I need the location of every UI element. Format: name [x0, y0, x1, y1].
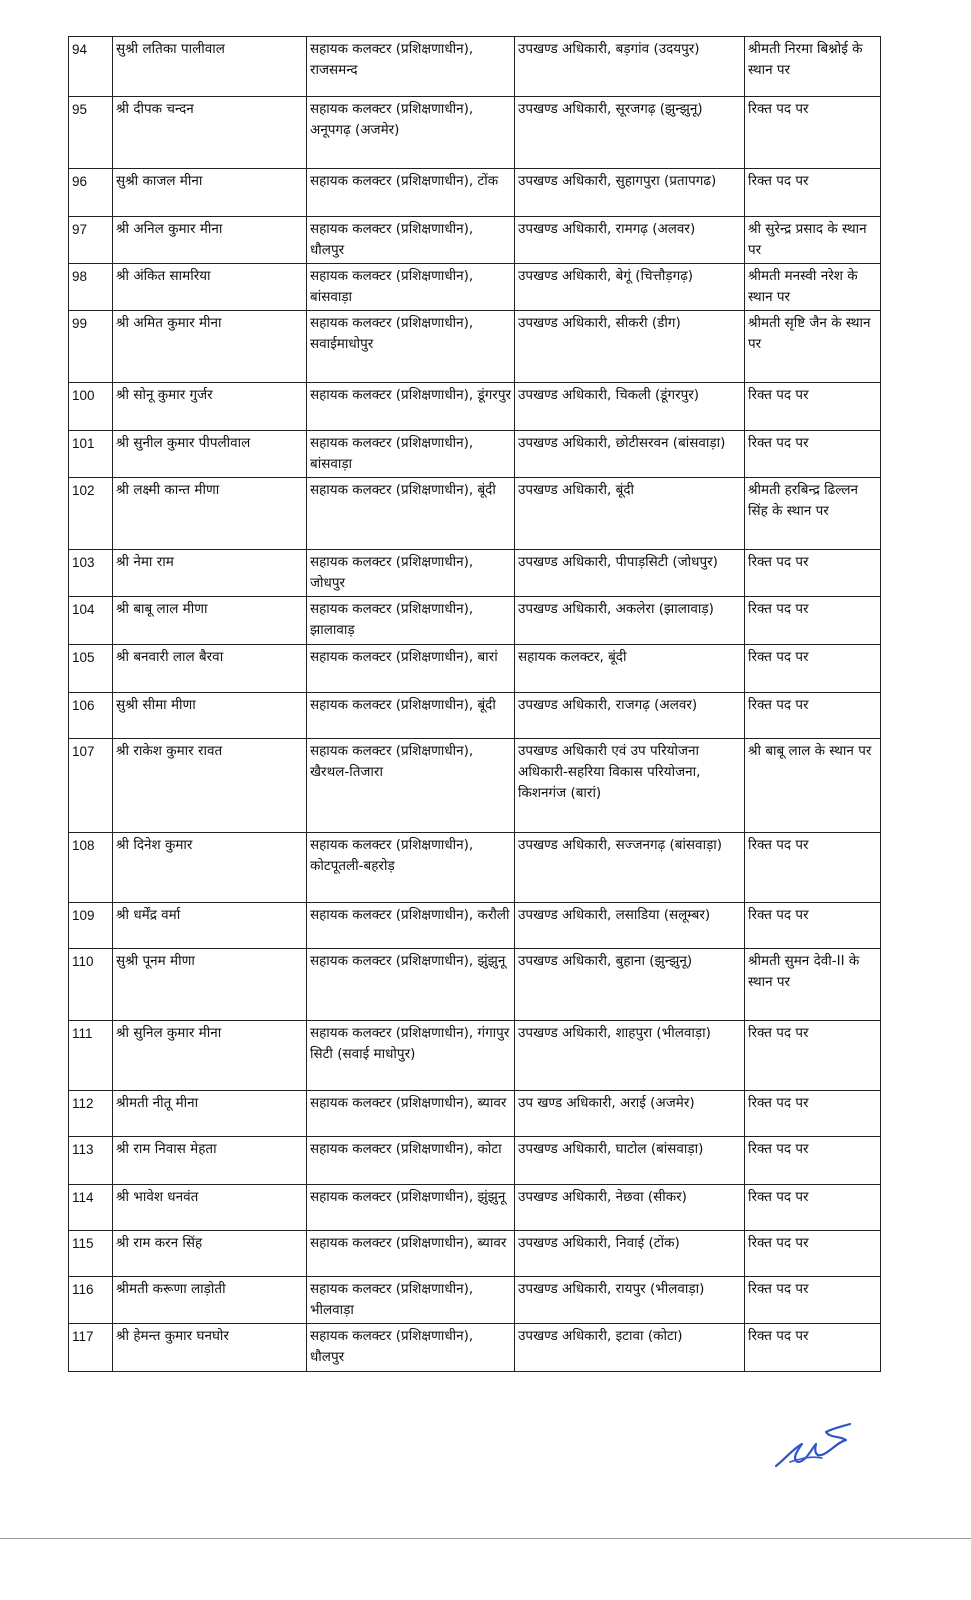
new-post-cell: उपखण्ड अधिकारी, घाटोल (बांसवाड़ा) [515, 1137, 745, 1185]
serial-number-cell: 111 [69, 1021, 113, 1091]
remark-cell: श्रीमती सृष्टि जैन के स्थान पर [745, 311, 881, 383]
remark-cell: श्री बाबू लाल के स्थान पर [745, 739, 881, 833]
table-row [69, 169, 881, 217]
remark-cell: श्रीमती मनस्वी नरेश के स्थान पर [745, 264, 881, 311]
current-post-cell: सहायक कलक्टर (प्रशिक्षणाधीन), झालावाड़ [307, 597, 515, 645]
officer-name-cell: श्रीमती करूणा लाड़ोती [113, 1277, 307, 1324]
new-post-cell: उपखण्ड अधिकारी, सुहागपुरा (प्रतापगढ) [515, 169, 745, 217]
signature-icon [772, 1418, 854, 1472]
table-row [69, 383, 881, 431]
serial-number-cell: 97 [69, 217, 113, 264]
table-row [69, 833, 881, 903]
new-post-cell: उप खण्ड अधिकारी, अराई (अजमेर) [515, 1091, 745, 1137]
serial-number-cell: 100 [69, 383, 113, 431]
remark-cell: श्री सुरेन्द्र प्रसाद के स्थान पर [745, 217, 881, 264]
officer-name-cell: श्री अंकित सामरिया [113, 264, 307, 311]
table-row [69, 478, 881, 550]
current-post-cell: सहायक कलक्टर (प्रशिक्षणाधीन), गंगापुर सिटी (सवाई माधोपुर) [307, 1021, 515, 1091]
serial-number-cell: 102 [69, 478, 113, 550]
serial-number-cell: 105 [69, 645, 113, 693]
serial-number-cell: 114 [69, 1185, 113, 1231]
serial-number-cell: 108 [69, 833, 113, 903]
new-post-cell: उपखण्ड अधिकारी, सीकरी (डीग) [515, 311, 745, 383]
new-post-cell: उपखण्ड अधिकारी, बेगूं (चित्तौड़गढ़) [515, 264, 745, 311]
serial-number-cell: 94 [69, 37, 113, 97]
current-post-cell: सहायक कलक्टर (प्रशिक्षणाधीन), धौलपुर [307, 1324, 515, 1372]
officer-name-cell: सुश्री सीमा मीणा [113, 693, 307, 739]
remark-cell: रिक्त पद पर [745, 383, 881, 431]
officer-name-cell: श्री राम निवास मेहता [113, 1137, 307, 1185]
officer-name-cell: श्री सुनील कुमार पीपलीवाल [113, 431, 307, 478]
remark-cell: रिक्त पद पर [745, 645, 881, 693]
new-post-cell: उपखण्ड अधिकारी, बड़गांव (उदयपुर) [515, 37, 745, 97]
remark-cell: रिक्त पद पर [745, 1324, 881, 1372]
table-row [69, 264, 881, 311]
serial-number-cell: 116 [69, 1277, 113, 1324]
remark-cell: रिक्त पद पर [745, 431, 881, 478]
officer-name-cell: श्री राकेश कुमार रावत [113, 739, 307, 833]
serial-number-cell: 106 [69, 693, 113, 739]
officer-name-cell: श्री नेमा राम [113, 550, 307, 597]
officer-name-cell: श्री धर्मेंद्र वर्मा [113, 903, 307, 949]
current-post-cell: सहायक कलक्टर (प्रशिक्षणाधीन), बूंदी [307, 693, 515, 739]
current-post-cell: सहायक कलक्टर (प्रशिक्षणाधीन), करौली [307, 903, 515, 949]
current-post-cell: सहायक कलक्टर (प्रशिक्षणाधीन), झुंझुनू [307, 949, 515, 1021]
remark-cell: श्रीमती सुमन देवी-II के स्थान पर [745, 949, 881, 1021]
table-row [69, 1231, 881, 1277]
current-post-cell: सहायक कलक्टर (प्रशिक्षणाधीन), खैरथल-तिजारा [307, 739, 515, 833]
current-post-cell: सहायक कलक्टर (प्रशिक्षणाधीन), कोटपूतली-बहरोड़ [307, 833, 515, 903]
table-row [69, 1324, 881, 1372]
new-post-cell: उपखण्ड अधिकारी, चिकली (डूंगरपुर) [515, 383, 745, 431]
remark-cell: रिक्त पद पर [745, 693, 881, 739]
officer-name-cell: सुश्री लतिका पालीवाल [113, 37, 307, 97]
table-row [69, 693, 881, 739]
transfer-table-body [69, 37, 881, 1372]
new-post-cell: उपखण्ड अधिकारी, रामगढ़ (अलवर) [515, 217, 745, 264]
table-row [69, 597, 881, 645]
officer-name-cell: श्रीमती नीतू मीना [113, 1091, 307, 1137]
remark-cell: रिक्त पद पर [745, 1277, 881, 1324]
officer-name-cell: श्री हेमन्त कुमार घनघोर [113, 1324, 307, 1372]
footer-rule [0, 1538, 971, 1539]
table-row [69, 217, 881, 264]
current-post-cell: सहायक कलक्टर (प्रशिक्षणाधीन), डूंगरपुर [307, 383, 515, 431]
new-post-cell: उपखण्ड अधिकारी, इटावा (कोटा) [515, 1324, 745, 1372]
new-post-cell: उपखण्ड अधिकारी, बुहाना (झुन्झुनू) [515, 949, 745, 1021]
new-post-cell: उपखण्ड अधिकारी, अकलेरा (झालावाड़) [515, 597, 745, 645]
serial-number-cell: 110 [69, 949, 113, 1021]
transfer-table [68, 36, 881, 1372]
current-post-cell: सहायक कलक्टर (प्रशिक्षणाधीन), जोधपुर [307, 550, 515, 597]
transfer-table-wrapper [68, 36, 881, 1372]
serial-number-cell: 103 [69, 550, 113, 597]
new-post-cell: उपखण्ड अधिकारी, सज्जनगढ़ (बांसवाड़ा) [515, 833, 745, 903]
serial-number-cell: 99 [69, 311, 113, 383]
current-post-cell: सहायक कलक्टर (प्रशिक्षणाधीन), भीलवाड़ा [307, 1277, 515, 1324]
new-post-cell: उपखण्ड अधिकारी, रायपुर (भीलवाड़ा) [515, 1277, 745, 1324]
new-post-cell: उपखण्ड अधिकारी, नेछवा (सीकर) [515, 1185, 745, 1231]
officer-name-cell: श्री भावेश धनवंत [113, 1185, 307, 1231]
table-row [69, 1137, 881, 1185]
remark-cell: रिक्त पद पर [745, 1185, 881, 1231]
current-post-cell: सहायक कलक्टर (प्रशिक्षणाधीन), अनूपगढ़ (अजमेर) [307, 97, 515, 169]
officer-name-cell: सुश्री काजल मीना [113, 169, 307, 217]
table-row [69, 431, 881, 478]
serial-number-cell: 113 [69, 1137, 113, 1185]
new-post-cell: उपखण्ड अधिकारी, बूंदी [515, 478, 745, 550]
serial-number-cell: 101 [69, 431, 113, 478]
serial-number-cell: 115 [69, 1231, 113, 1277]
officer-name-cell: श्री दिनेश कुमार [113, 833, 307, 903]
current-post-cell: सहायक कलक्टर (प्रशिक्षणाधीन), बांसवाड़ा [307, 431, 515, 478]
current-post-cell: सहायक कलक्टर (प्रशिक्षणाधीन), ब्यावर [307, 1231, 515, 1277]
new-post-cell: उपखण्ड अधिकारी, सूरजगढ़ (झुन्झुनू) [515, 97, 745, 169]
serial-number-cell: 107 [69, 739, 113, 833]
remark-cell: श्रीमती हरबिन्द्र ढिल्लन सिंह के स्थान पर [745, 478, 881, 550]
remark-cell: रिक्त पद पर [745, 1021, 881, 1091]
remark-cell: रिक्त पद पर [745, 169, 881, 217]
officer-name-cell: श्री सुनिल कुमार मीना [113, 1021, 307, 1091]
new-post-cell: उपखण्ड अधिकारी, पीपाड़सिटी (जोधपुर) [515, 550, 745, 597]
new-post-cell: उपखण्ड अधिकारी, छोटीसरवन (बांसवाड़ा) [515, 431, 745, 478]
new-post-cell: उपखण्ड अधिकारी, निवाई (टोंक) [515, 1231, 745, 1277]
table-row [69, 949, 881, 1021]
table-row [69, 1185, 881, 1231]
table-row [69, 903, 881, 949]
officer-name-cell: श्री दीपक चन्दन [113, 97, 307, 169]
serial-number-cell: 95 [69, 97, 113, 169]
officer-name-cell: श्री अनिल कुमार मीना [113, 217, 307, 264]
table-row [69, 550, 881, 597]
remark-cell: रिक्त पद पर [745, 1137, 881, 1185]
table-row [69, 739, 881, 833]
officer-name-cell: श्री बनवारी लाल बैरवा [113, 645, 307, 693]
officer-name-cell: श्री राम करन सिंह [113, 1231, 307, 1277]
officer-name-cell: सुश्री पूनम मीणा [113, 949, 307, 1021]
new-post-cell: उपखण्ड अधिकारी एवं उप परियोजना अधिकारी-सहरिया विकास परियोजना, किशनगंज (बारां) [515, 739, 745, 833]
serial-number-cell: 98 [69, 264, 113, 311]
new-post-cell: सहायक कलक्टर, बूंदी [515, 645, 745, 693]
new-post-cell: उपखण्ड अधिकारी, राजगढ़ (अलवर) [515, 693, 745, 739]
serial-number-cell: 117 [69, 1324, 113, 1372]
remark-cell: श्रीमती निरमा बिश्नोई के स्थान पर [745, 37, 881, 97]
current-post-cell: सहायक कलक्टर (प्रशिक्षणाधीन), झुंझुनू [307, 1185, 515, 1231]
table-row [69, 311, 881, 383]
remark-cell: रिक्त पद पर [745, 833, 881, 903]
serial-number-cell: 109 [69, 903, 113, 949]
officer-name-cell: श्री लक्ष्मी कान्त मीणा [113, 478, 307, 550]
remark-cell: रिक्त पद पर [745, 903, 881, 949]
serial-number-cell: 112 [69, 1091, 113, 1137]
current-post-cell: सहायक कलक्टर (प्रशिक्षणाधीन), धौलपुर [307, 217, 515, 264]
table-row [69, 97, 881, 169]
remark-cell: रिक्त पद पर [745, 1231, 881, 1277]
current-post-cell: सहायक कलक्टर (प्रशिक्षणाधीन), बांसवाड़ा [307, 264, 515, 311]
remark-cell: रिक्त पद पर [745, 97, 881, 169]
officer-name-cell: श्री बाबू लाल मीणा [113, 597, 307, 645]
officer-name-cell: श्री सोनू कुमार गुर्जर [113, 383, 307, 431]
current-post-cell: सहायक कलक्टर (प्रशिक्षणाधीन), टोंक [307, 169, 515, 217]
new-post-cell: उपखण्ड अधिकारी, लसाडिया (सलूम्बर) [515, 903, 745, 949]
table-row [69, 1091, 881, 1137]
current-post-cell: सहायक कलक्टर (प्रशिक्षणाधीन), सवाईमाधोपुर [307, 311, 515, 383]
current-post-cell: सहायक कलक्टर (प्रशिक्षणाधीन), ब्यावर [307, 1091, 515, 1137]
serial-number-cell: 96 [69, 169, 113, 217]
remark-cell: रिक्त पद पर [745, 597, 881, 645]
table-row [69, 1277, 881, 1324]
serial-number-cell: 104 [69, 597, 113, 645]
new-post-cell: उपखण्ड अधिकारी, शाहपुरा (भीलवाड़ा) [515, 1021, 745, 1091]
officer-name-cell: श्री अमित कुमार मीना [113, 311, 307, 383]
table-row [69, 1021, 881, 1091]
current-post-cell: सहायक कलक्टर (प्रशिक्षणाधीन), बारां [307, 645, 515, 693]
current-post-cell: सहायक कलक्टर (प्रशिक्षणाधीन), बूंदी [307, 478, 515, 550]
current-post-cell: सहायक कलक्टर (प्रशिक्षणाधीन), राजसमन्द [307, 37, 515, 97]
table-row [69, 645, 881, 693]
table-row [69, 37, 881, 97]
remark-cell: रिक्त पद पर [745, 550, 881, 597]
remark-cell: रिक्त पद पर [745, 1091, 881, 1137]
current-post-cell: सहायक कलक्टर (प्रशिक्षणाधीन), कोटा [307, 1137, 515, 1185]
